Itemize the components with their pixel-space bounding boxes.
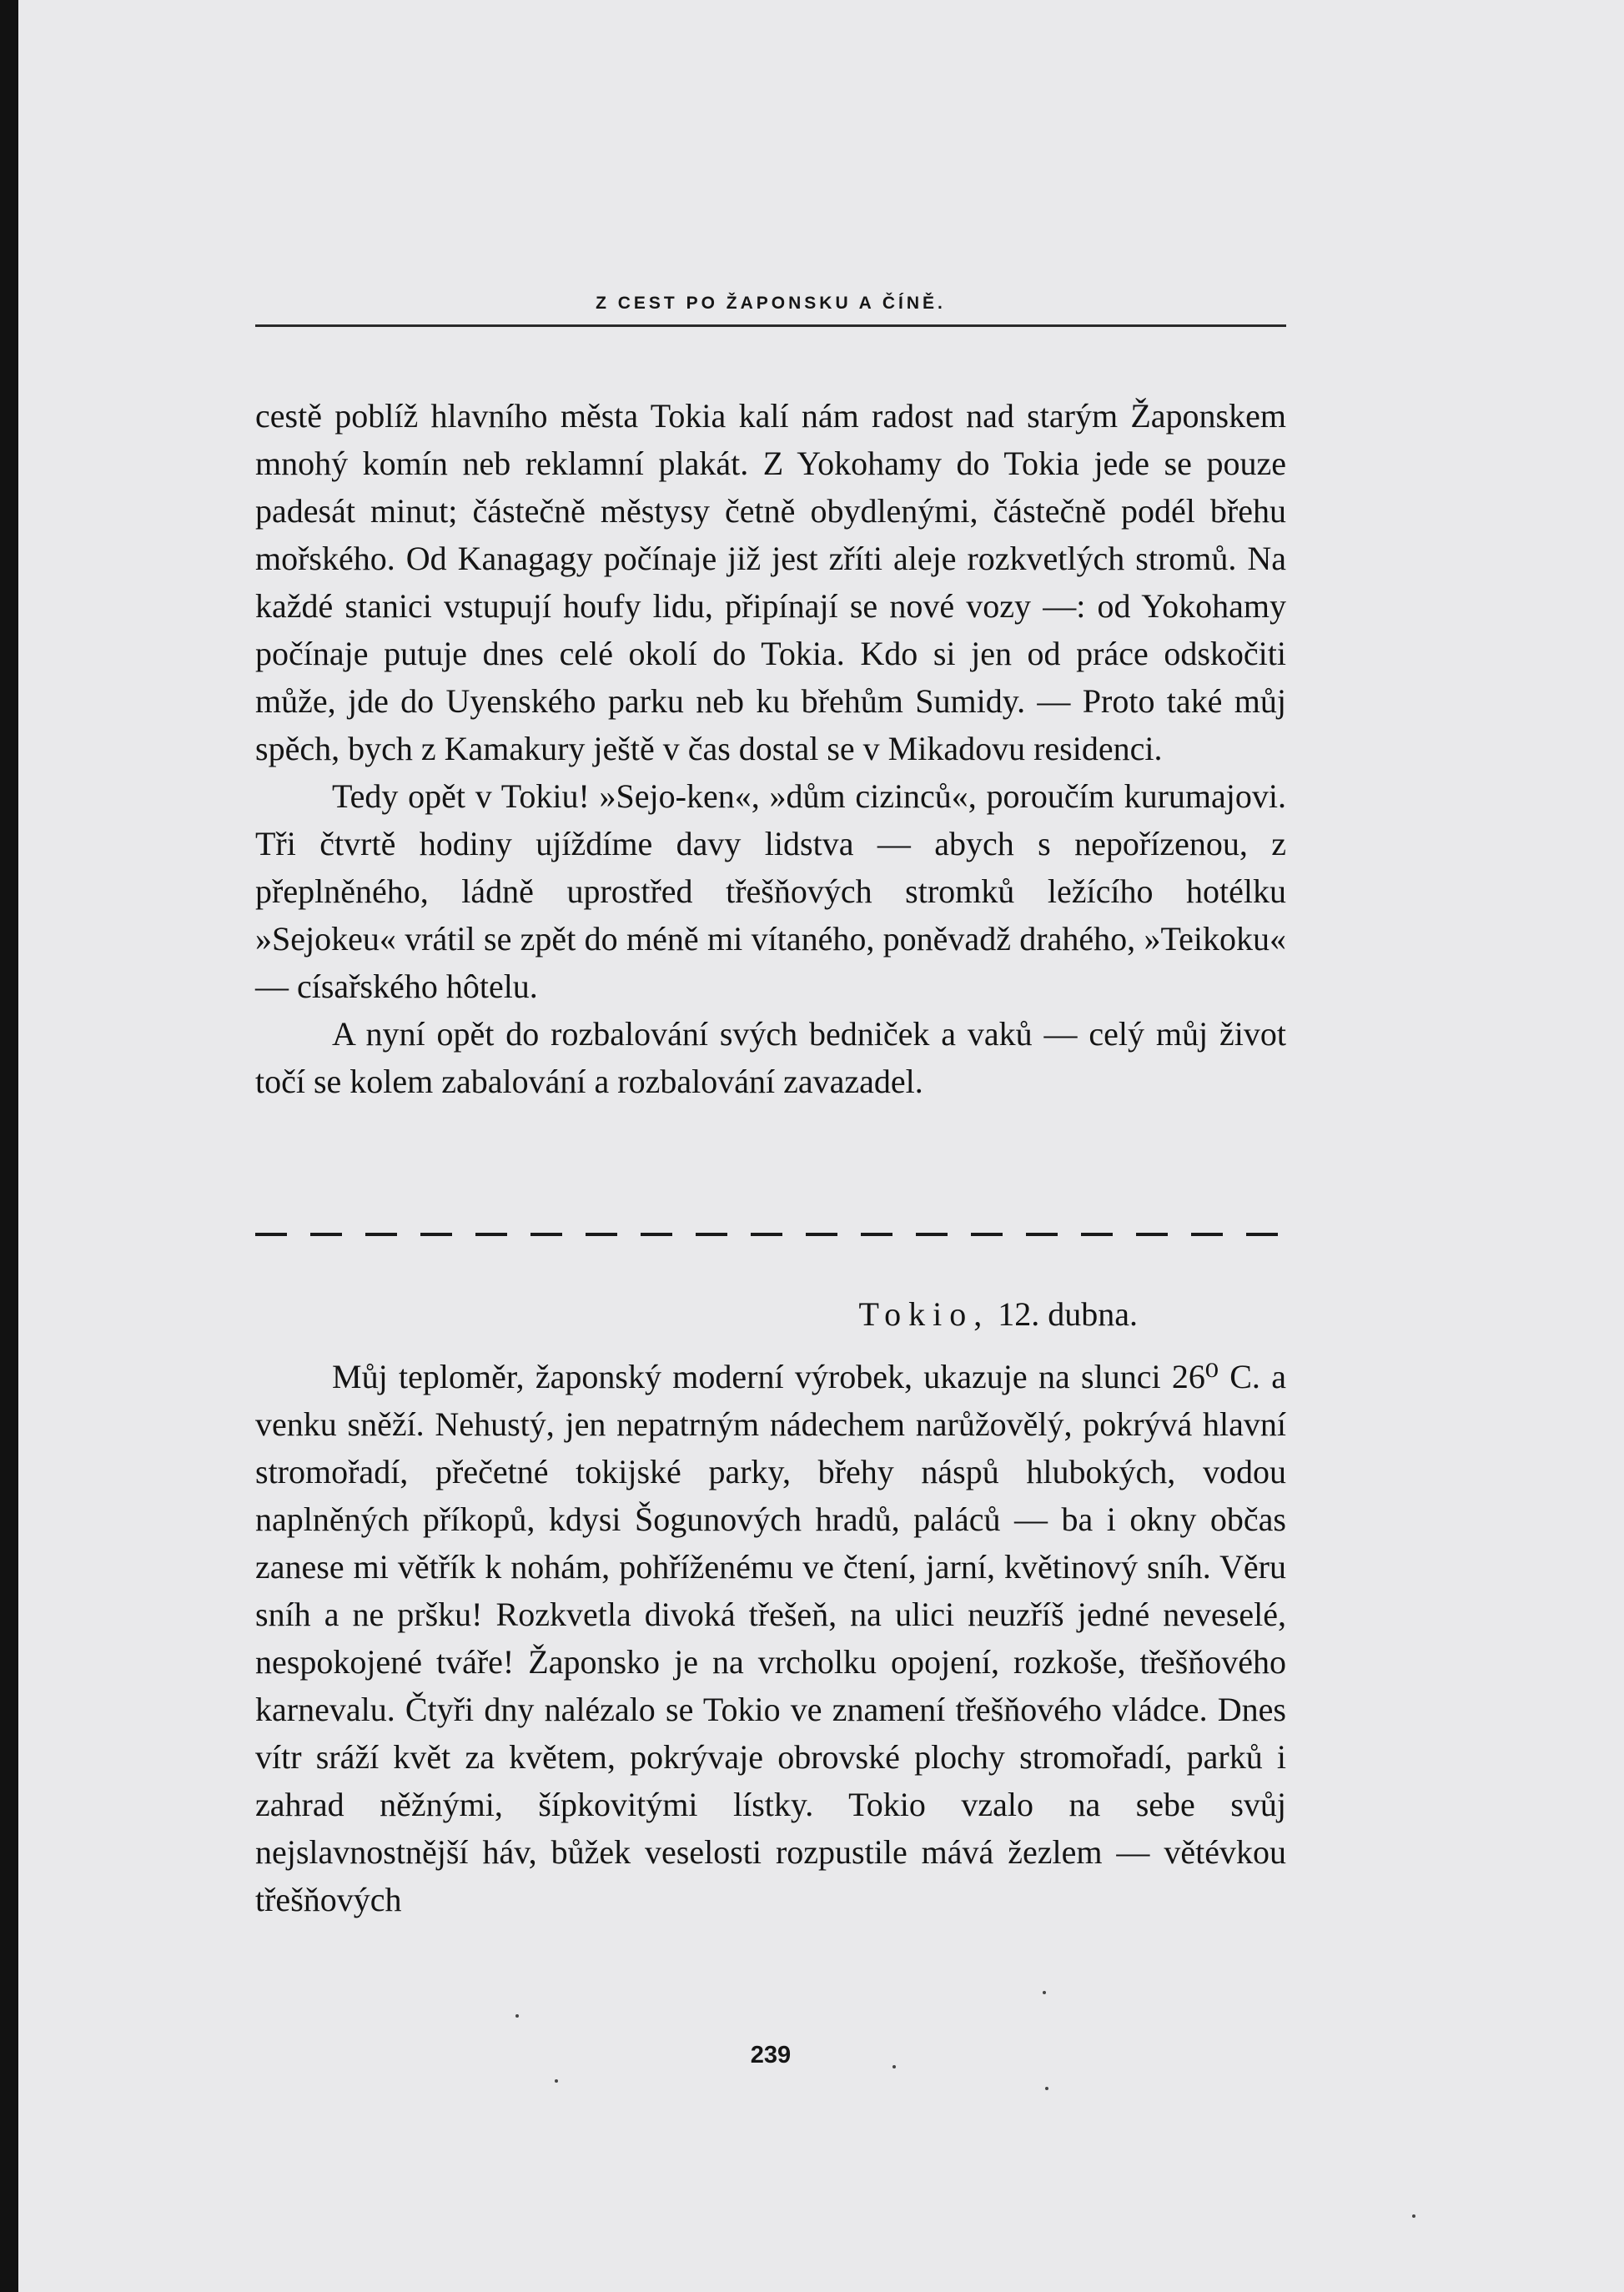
text-section-2 bbox=[255, 1353, 1286, 1923]
paragraph-4: Můj teploměr, žaponský moderní výrobek, ukazuje na slunci 26⁰ C. a venku sněží. Nehustý, jen nepatrným nádechem narůžovělý, pokrývá hlavní stromořadí, přečetné tokijské parky, břehy náspů hlubokých, vodou naplněných příkopů, kdysi Šogunových hradů, paláců — ba i okny občas zanese mi větřík k nohám, pohříženému ve čtení, jarní, květinový sníh. Věru sníh a ne pršku! Rozkvetla divoká třešeň, na ulici neuzříš jedné neveselé, nespokojené tváře! Žaponsko je na vrcholku opojení, rozkoše, třešňového karnevalu. Čtyři dny nalézalo se Tokio ve znamení třešňového vládce. Dnes vítr sráží květ za květem, pokrývaje obrovské plochy stromořadí, parků i zahrad něžnými, šípkovitými lístky. Tokio vzalo na sebe svůj nejslavnostnější háv, bůžek veselosti rozpustile mává žezlem — větévkou třešňových bbox=[255, 1358, 1286, 1918]
scan-speck bbox=[515, 2014, 519, 2018]
running-header: Z CEST PO ŽAPONSKU A ČÍNĚ. bbox=[596, 294, 946, 313]
header-rule bbox=[255, 324, 1286, 327]
scan-speck bbox=[1412, 2214, 1415, 2218]
dateline-place: Tokio, bbox=[858, 1295, 990, 1333]
scan-speck bbox=[1043, 1991, 1046, 1994]
dateline-date: 12. dubna. bbox=[998, 1295, 1138, 1333]
paragraph-1: cestě poblíž hlavního města Tokia kalí nám radost nad starým Žaponskem mnohý komín neb reklamní plakát. Z Yokohamy do Tokia jede se pouze padesát minut; částečně městysy četně obydlenými, částečně podél břehu mořského. Od Kanagagy počínaje již jest zříti aleje rozkvetlých stromů. Na každé stanici vstupují houfy lidu, připínají se nové vozy —: od Yokohamy počínaje putuje dnes celé okolí do Tokia. Kdo si jen od práce odskočiti může, jde do Uyenského parku neb ku břehům Sumidy. — Proto také můj spěch, bych z Kamakury ještě v čas dostal se v Mikadovu residenci. bbox=[255, 397, 1286, 767]
book-page bbox=[18, 0, 1624, 2292]
scan-speck bbox=[1045, 2087, 1048, 2090]
dateline bbox=[255, 1294, 1138, 1334]
section-separator bbox=[255, 1233, 1286, 1236]
paragraph-3: A nyní opět do rozbalování svých bedniček a vaků — celý můj život točí se kolem zabalování a rozbalování zavazadel. bbox=[255, 1015, 1286, 1100]
text-section-1 bbox=[255, 392, 1286, 1105]
scan-speck bbox=[555, 2079, 558, 2083]
scan-edge bbox=[0, 0, 18, 2292]
page-number: 239 bbox=[750, 2042, 792, 2068]
scan-speck bbox=[892, 2065, 896, 2068]
paragraph-2: Tedy opět v Tokiu! »Sejo-ken«, »dům cizinců«, poroučím kurumajovi. Tři čtvrtě hodiny ujíždíme davy lidstva — abych s nepořízenou, z přeplněného, ládně uprostřed třešňových stromků ležícího hotélku »Sejokeu« vrátil se zpět do méně mi vítaného, poněvadž drahého, »Teikoku« — císařského hôtelu. bbox=[255, 777, 1286, 1005]
